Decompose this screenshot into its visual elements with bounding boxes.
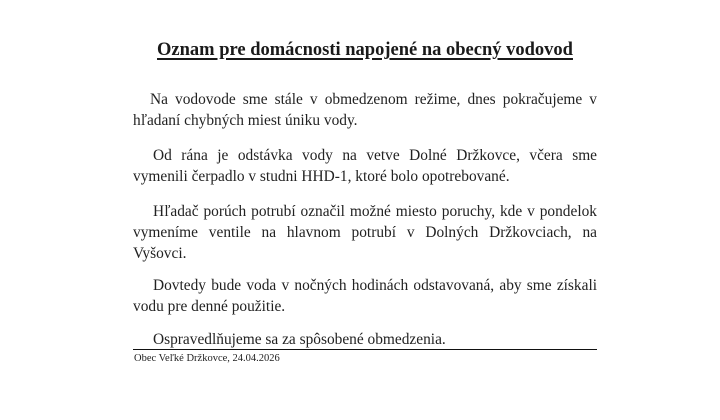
footer-signature: Obec Veľké Držkovce, 24.04.2026 [134,353,280,364]
paragraph-apology: Ospravedlňujeme sa za spôsobené obmedzenia. [153,331,446,348]
paragraph-restricted-mode: Na vodovode sme stále v obmedzenom režime, dnes pokračujeme v hľadaní chybných miest úniku vody. [133,91,597,129]
paragraph-night-shutoff: Dovtedy bude voda v nočných hodinách odstavovaná, aby sme získali vodu pre denné použitie. [133,277,597,315]
paragraph-water-outage: Od rána je odstávka vody na vetve Dolné Držkovce, včera sme vymenili čerpadlo v studni HHD-1, ktoré bolo opotrebované. [133,147,597,185]
footer-divider [133,349,597,350]
notice-title: Oznam pre domácnosti napojené na obecný vodovod [157,40,573,60]
paragraph-fault-location: Hľadač porúch potrubí označil možné miesto poruchy, kde v pondelok vymeníme ventile na hlavnom potrubí v Dolných Držkovciach, na Vyšovci. [133,203,597,262]
notice-page [133,0,597,420]
